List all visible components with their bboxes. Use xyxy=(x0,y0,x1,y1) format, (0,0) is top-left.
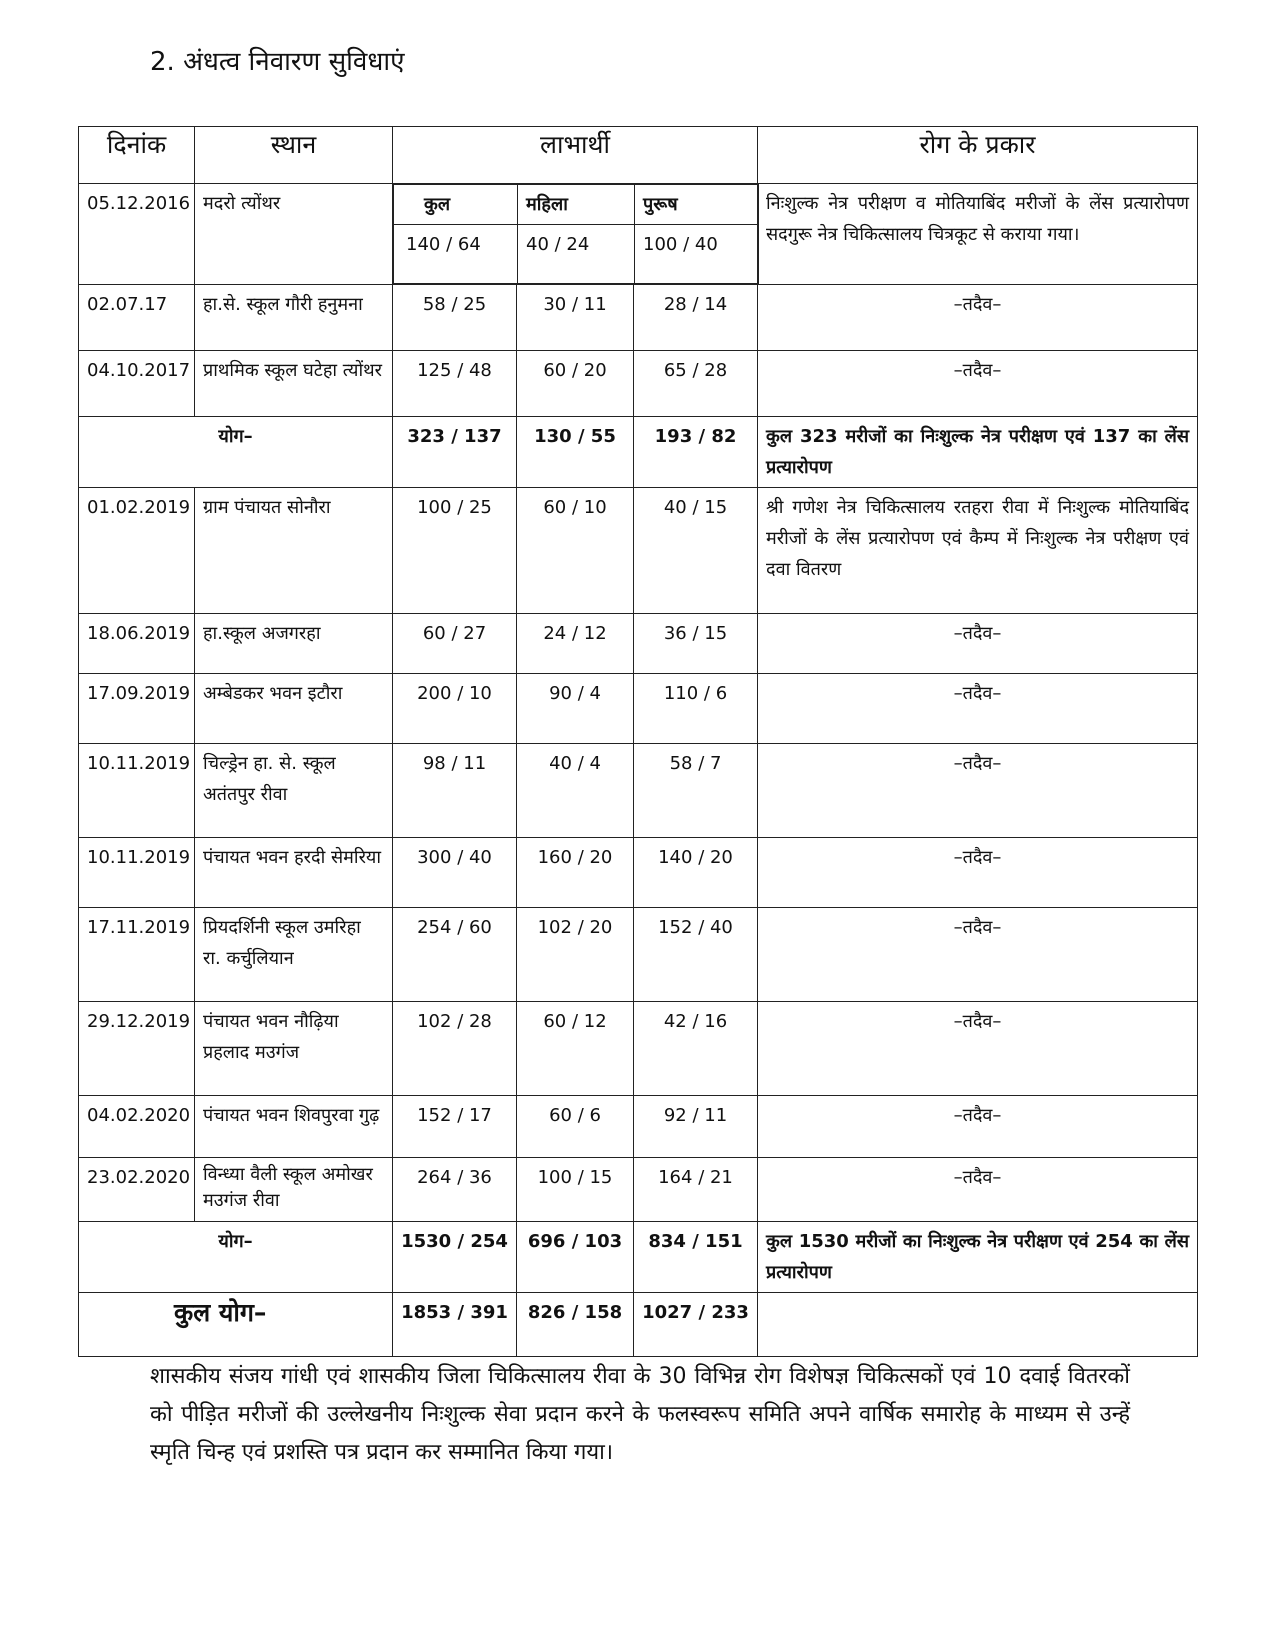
row-female: 24 / 12 xyxy=(517,614,634,674)
row-date: 17.09.2019 xyxy=(79,674,195,744)
header-date: दिनांक xyxy=(79,127,195,184)
row-male: 152 / 40 xyxy=(634,908,758,1002)
grand-total-description xyxy=(758,1293,1198,1357)
row-description: –तदैव– xyxy=(758,1002,1198,1096)
grand-total-male: 1027 / 233 xyxy=(634,1293,758,1357)
header-disease-type: रोग के प्रकार xyxy=(758,127,1198,184)
row-total: 200 / 10 xyxy=(393,674,517,744)
table-row xyxy=(79,1158,1198,1222)
row-date: 18.06.2019 xyxy=(79,614,195,674)
table-row xyxy=(79,1002,1198,1096)
row-total: 264 / 36 xyxy=(393,1158,517,1222)
subtotal-male: 834 / 151 xyxy=(634,1222,758,1293)
row-female: 40 / 4 xyxy=(517,744,634,838)
subtotal-row xyxy=(79,417,1198,488)
row-female: 102 / 20 xyxy=(517,908,634,1002)
row-male: 28 / 14 xyxy=(634,285,758,351)
row-place: पंचायत भवन हरदी सेमरिया xyxy=(195,838,393,908)
row-total: 58 / 25 xyxy=(393,285,517,351)
row-male: 65 / 28 xyxy=(634,351,758,417)
table-row xyxy=(79,838,1198,908)
row-male: 110 / 6 xyxy=(634,674,758,744)
row-description: –तदैव– xyxy=(758,285,1198,351)
row-place: विन्ध्या वैली स्कूल अमोखर मउगंज रीवा xyxy=(195,1158,393,1222)
row-description: निःशुल्क नेत्र परीक्षण व मोतियाबिंद मरीजों के लेंस प्रत्यारोपण सदगुरू नेत्र चिकित्सालय चित्रकूट से कराया गया। xyxy=(758,184,1198,285)
row-male: 36 / 15 xyxy=(634,614,758,674)
footer-paragraph: शासकीय संजय गांधी एवं शासकीय जिला चिकित्सालय रीवा के 30 विभिन्न रोग विशेषज्ञ चिकित्सकों एवं 10 दवाई वितरकों को पीड़ित मरीजों की उल्लेखनीय निःशुल्क सेवा प्रदान करने के फलस्वरूप समिति अपने वार्षिक समारोह के माध्यम से उन्हें स्मृति चिन्ह एवं प्रशस्ति पत्र प्रदान कर सम्मानित किया गया। xyxy=(150,1364,1130,1465)
row-female: 30 / 11 xyxy=(517,285,634,351)
beneficiary-subtable xyxy=(393,184,759,284)
row-description: –तदैव– xyxy=(758,908,1198,1002)
row-female: 40 / 24 xyxy=(518,225,635,284)
row-date: 04.10.2017 xyxy=(79,351,195,417)
row-description: –तदैव– xyxy=(758,838,1198,908)
row-female: 60 / 20 xyxy=(517,351,634,417)
row-male: 100 / 40 xyxy=(635,225,759,284)
subtotal-total: 1530 / 254 xyxy=(393,1222,517,1293)
row-date: 17.11.2019 xyxy=(79,908,195,1002)
row-date: 05.12.2016 xyxy=(79,184,195,285)
row-total: 98 / 11 xyxy=(393,744,517,838)
subtotal-male: 193 / 82 xyxy=(634,417,758,488)
row-place: हा.से. स्कूल गौरी हनुमना xyxy=(195,285,393,351)
subtotal-female: 130 / 55 xyxy=(517,417,634,488)
subtotal-label: योग– xyxy=(79,417,393,488)
subtotal-female: 696 / 103 xyxy=(517,1222,634,1293)
subtotal-total: 323 / 137 xyxy=(393,417,517,488)
row-description: श्री गणेश नेत्र चिकित्सालय रतहरा रीवा में निःशुल्क मोतियाबिंद मरीजों के लेंस प्रत्यारोपण एवं कैम्प में निःशुल्क नेत्र परीक्षण एवं दवा वितरण xyxy=(758,488,1198,614)
row-date: 01.02.2019 xyxy=(79,488,195,614)
row-date: 10.11.2019 xyxy=(79,744,195,838)
subtotal-description: कुल 323 मरीजों का निःशुल्क नेत्र परीक्षण एवं 137 का लेंस प्रत्यारोपण xyxy=(758,417,1198,488)
row-date: 29.12.2019 xyxy=(79,1002,195,1096)
header-place: स्थान xyxy=(195,127,393,184)
subtotal-description: कुल 1530 मरीजों का निःशुल्क नेत्र परीक्षण एवं 254 का लेंस प्रत्यारोपण xyxy=(758,1222,1198,1293)
row-male: 164 / 21 xyxy=(634,1158,758,1222)
row-total: 60 / 27 xyxy=(393,614,517,674)
table-row xyxy=(79,674,1198,744)
row-total: 102 / 28 xyxy=(393,1002,517,1096)
page-title: 2. अंधत्व निवारण सुविधाएं xyxy=(150,47,405,77)
grand-total-total: 1853 / 391 xyxy=(393,1293,517,1357)
row-date: 23.02.2020 xyxy=(79,1158,195,1222)
subtotal-label: योग– xyxy=(79,1222,393,1293)
row-place: चिल्ड्रेन हा. से. स्कूल अतंतपुर रीवा xyxy=(195,744,393,838)
row-place: हा.स्कूल अजगरहा xyxy=(195,614,393,674)
row-male: 58 / 7 xyxy=(634,744,758,838)
table-row xyxy=(79,184,1198,285)
header-beneficiaries: लाभार्थी xyxy=(393,127,758,184)
row-place: पंचायत भवन शिवपुरवा गुढ़ xyxy=(195,1096,393,1158)
row-male: 42 / 16 xyxy=(634,1002,758,1096)
table-row xyxy=(79,488,1198,614)
row-place: ग्राम पंचायत सोनौरा xyxy=(195,488,393,614)
row-total: 125 / 48 xyxy=(393,351,517,417)
row-date: 02.07.17 xyxy=(79,285,195,351)
row-total: 254 / 60 xyxy=(393,908,517,1002)
subheader-male: पुरूष xyxy=(635,185,759,225)
row-total: 300 / 40 xyxy=(393,838,517,908)
row-place: प्रियदर्शिनी स्कूल उमरिहा रा. कर्चुलियान xyxy=(195,908,393,1002)
row-place: पंचायत भवन नौढ़िया प्रहलाद मउगंज xyxy=(195,1002,393,1096)
table-row xyxy=(79,744,1198,838)
row-female: 90 / 4 xyxy=(517,674,634,744)
grand-total-label: कुल योग– xyxy=(79,1293,393,1357)
row-male: 140 / 20 xyxy=(634,838,758,908)
row-date: 04.02.2020 xyxy=(79,1096,195,1158)
table-header-row xyxy=(79,127,1198,184)
table-row xyxy=(79,1096,1198,1158)
grand-total-row xyxy=(79,1293,1198,1357)
table-row xyxy=(79,908,1198,1002)
row-total: 140 / 64 xyxy=(394,225,518,284)
row-female: 60 / 10 xyxy=(517,488,634,614)
row-description: –तदैव– xyxy=(758,614,1198,674)
row-female: 100 / 15 xyxy=(517,1158,634,1222)
row-date: 10.11.2019 xyxy=(79,838,195,908)
beneficiary-cell xyxy=(393,184,758,285)
row-female: 160 / 20 xyxy=(517,838,634,908)
row-place: अम्बेडकर भवन इटौरा xyxy=(195,674,393,744)
subheader-female: महिला xyxy=(518,185,635,225)
row-description: –तदैव– xyxy=(758,674,1198,744)
row-place: प्राथमिक स्कूल घटेहा त्योंथर xyxy=(195,351,393,417)
row-male: 40 / 15 xyxy=(634,488,758,614)
row-total: 152 / 17 xyxy=(393,1096,517,1158)
row-description: –तदैव– xyxy=(758,1096,1198,1158)
row-description: –तदैव– xyxy=(758,351,1198,417)
table-row xyxy=(79,285,1198,351)
blindness-camps-table xyxy=(78,126,1198,1357)
row-description: –तदैव– xyxy=(758,744,1198,838)
row-place: मदरो त्योंथर xyxy=(195,184,393,285)
grand-total-female: 826 / 158 xyxy=(517,1293,634,1357)
row-total: 100 / 25 xyxy=(393,488,517,614)
row-description: –तदैव– xyxy=(758,1158,1198,1222)
subheader-total: कुल xyxy=(394,185,518,225)
row-female: 60 / 6 xyxy=(517,1096,634,1158)
table-row xyxy=(79,351,1198,417)
row-male: 92 / 11 xyxy=(634,1096,758,1158)
subtotal-row xyxy=(79,1222,1198,1293)
table-row xyxy=(79,614,1198,674)
row-female: 60 / 12 xyxy=(517,1002,634,1096)
